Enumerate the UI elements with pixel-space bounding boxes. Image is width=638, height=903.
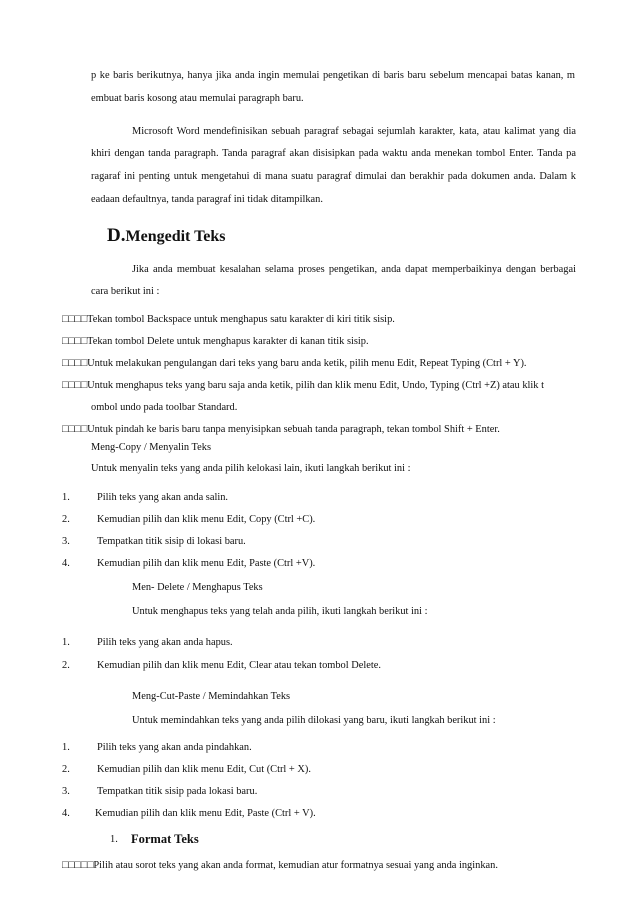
step-text: Kemudian pilih dan klik menu Edit, Paste (Ctrl + V). xyxy=(95,808,316,819)
step-number: 2. xyxy=(62,514,70,525)
bullet-glyph: □□□□ xyxy=(62,380,88,391)
subsection-title: Meng-Copy / Menyalin Teks xyxy=(91,442,212,453)
list-item: □□□□Untuk pindah ke baris baru tanpa menyisipkan sebuah tanda paragraph, tekan tombol Shift + Enter. xyxy=(62,424,500,435)
section-title: Mengedit Teks xyxy=(125,228,226,245)
step-text: Tempatkan titik sisip pada lokasi baru. xyxy=(97,786,258,797)
step-number: 1. xyxy=(62,637,70,648)
step-number: 4. xyxy=(62,558,70,569)
paragraph-line: Jika anda membuat kesalahan selama proses pengetikan, anda dapat memperbaikinya dengan berbagai xyxy=(132,264,576,275)
paragraph-line: cara berikut ini : xyxy=(91,286,160,297)
step-text: Kemudian pilih dan klik menu Edit, Copy (Ctrl +C). xyxy=(97,514,316,525)
paragraph-line: khiri dengan tanda paragraph. Tanda paragraf akan disisipkan pada waktu anda menekan tombol Enter. Tanda pa xyxy=(91,148,576,159)
heading-number: 1. xyxy=(110,834,118,845)
list-item: □□□□Untuk melakukan pengulangan dari teks yang baru anda ketik, pilih menu Edit, Repeat Typing (Ctrl + Y). xyxy=(62,358,527,369)
step-number: 1. xyxy=(62,742,70,753)
subsection-intro: Untuk menyalin teks yang anda pilih kelokasi lain, ikuti langkah berikut ini : xyxy=(91,463,411,474)
bullet-glyph: □□□□ xyxy=(62,358,88,369)
step-text: Pilih teks yang akan anda salin. xyxy=(97,492,229,503)
subsection-intro: Untuk memindahkan teks yang anda pilih dilokasi yang baru, ikuti langkah berikut ini : xyxy=(132,715,496,726)
step-text: Pilih teks yang akan anda pindahkan. xyxy=(97,742,252,753)
bullet-glyph: □□□□ xyxy=(62,424,88,435)
list-item: □□□□Untuk menghapus teks yang baru saja anda ketik, pilih dan klik menu Edit, Undo, Typing (Ctrl +Z) atau klik t xyxy=(62,380,544,391)
step-number: 3. xyxy=(62,536,70,547)
bullet-glyph: □□□□ xyxy=(62,314,88,325)
list-item-continuation: ombol undo pada toolbar Standard. xyxy=(91,402,238,413)
format-heading: Format Teks xyxy=(131,832,199,846)
step-text: Kemudian pilih dan klik menu Edit, Paste (Ctrl +V). xyxy=(97,558,316,569)
section-letter: D. xyxy=(107,225,126,246)
paragraph-line: eadaan defaultnya, tanda paragraf ini tidak ditampilkan. xyxy=(91,194,323,205)
paragraph-line: Microsoft Word mendefinisikan sebuah paragraf sebagai sejumlah karakter, kata, atau kalimat yang dia xyxy=(132,126,576,137)
step-number: 2. xyxy=(62,660,70,671)
bullet-glyph: □□□□□ xyxy=(62,860,94,871)
list-item: □□□□Tekan tombol Delete untuk menghapus karakter di kanan titik sisip. xyxy=(62,336,369,347)
step-text: Kemudian pilih dan klik menu Edit, Cut (Ctrl + X). xyxy=(97,764,311,775)
list-item: □□□□Tekan tombol Backspace untuk menghapus satu karakter di kiri titik sisip. xyxy=(62,314,395,325)
paragraph-line: p ke baris berikutnya, hanya jika anda ingin memulai pengetikan di baris baru sebelum mencapai batas kanan, m xyxy=(91,70,575,81)
paragraph-line: embuat baris kosong atau memulai paragraph baru. xyxy=(91,93,304,104)
bullet-glyph: □□□□ xyxy=(62,336,88,347)
list-item: □□□□□Pilih atau sorot teks yang akan anda format, kemudian atur formatnya sesuai yang anda inginkan. xyxy=(62,860,498,871)
step-number: 1. xyxy=(62,492,70,503)
section-heading xyxy=(107,226,226,247)
subsection-title: Meng-Cut-Paste / Memindahkan Teks xyxy=(132,691,291,702)
paragraph-line: ragaraf ini penting untuk mengetahui di mana suatu paragraf dimulai dan berakhir pada dokumen anda. Dalam k xyxy=(91,171,576,182)
subsection-intro: Untuk menghapus teks yang telah anda pilih, ikuti langkah berikut ini : xyxy=(132,606,428,617)
step-text: Tempatkan titik sisip di lokasi baru. xyxy=(97,536,246,547)
step-number: 2. xyxy=(62,764,70,775)
step-number: 4. xyxy=(62,808,70,819)
subsection-title: Men- Delete / Menghapus Teks xyxy=(132,582,263,593)
step-text: Pilih teks yang akan anda hapus. xyxy=(97,637,233,648)
step-number: 3. xyxy=(62,786,70,797)
step-text: Kemudian pilih dan klik menu Edit, Clear atau tekan tombol Delete. xyxy=(97,660,381,671)
